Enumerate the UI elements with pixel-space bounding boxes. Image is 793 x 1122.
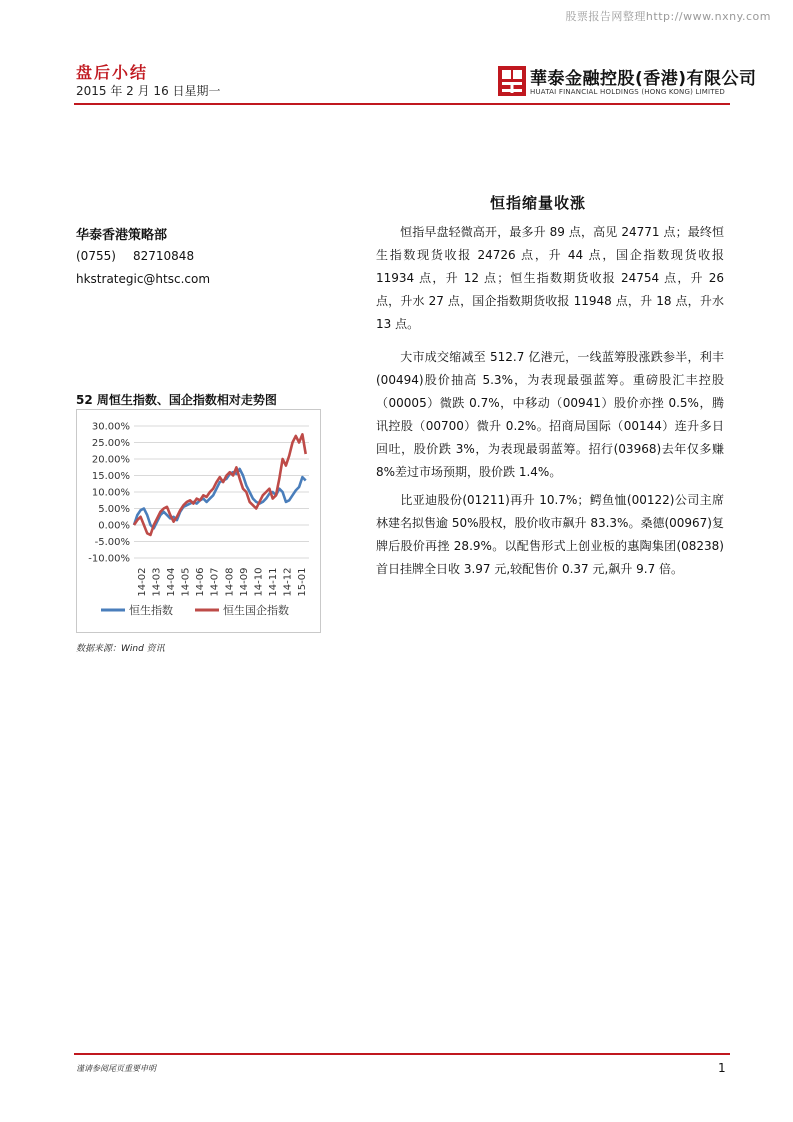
- x-tick-label: 14-11: [268, 567, 280, 597]
- legend-label: 恒生国企指数: [223, 604, 289, 617]
- header-divider: [74, 103, 730, 105]
- article-paragraph: [376, 346, 724, 484]
- x-tick-label: 14-12: [282, 567, 294, 597]
- x-tick-label: 15-01: [297, 567, 309, 597]
- article-title: 恒指缩量收涨: [490, 194, 587, 212]
- y-tick-label: 10.00%: [91, 487, 130, 499]
- x-tick-label: 14-10: [253, 567, 265, 597]
- report-type-title: 盘后小结: [76, 63, 149, 82]
- report-date: 2015 年 2 月 16 日星期一: [76, 84, 221, 98]
- article-paragraph: [376, 489, 724, 581]
- chart-title: 52 周恒生指数、国企指数相对走势图: [76, 393, 277, 407]
- chart-svg: [77, 410, 320, 632]
- x-tick-label: 14-05: [180, 567, 192, 597]
- legend-label: 恒生指数: [129, 604, 173, 617]
- chart-data-source: 数据来源：Wind 资讯: [76, 644, 165, 654]
- company-name-en: HUATAI FINANCIAL HOLDINGS (HONG KONG) LIMITED: [530, 88, 725, 96]
- watermark-text: 股票报告网整理http://www.nxny.com: [565, 10, 771, 23]
- y-tick-label: 15.00%: [91, 471, 130, 482]
- y-tick-label: 5.00%: [98, 504, 130, 515]
- x-tick-label: 14-09: [238, 567, 250, 597]
- disclaimer-note: 谨请参阅尾页重要申明: [76, 1064, 156, 1073]
- paragraph-text: 比亚迪股份(01211)再升 10.7%；鳄鱼恤(00122)公司主席林建名拟售逾 50%股权，股价收市飙升 83.3%。桑德(00967)复牌后股价再挫 28.9%。以配售形式上创业板的惠陶集团(08238)首日挂牌全日收 3.97 元,较配售价 0.37 元,飙升 9.7 倍。: [376, 493, 724, 576]
- x-tick-label: 14-04: [165, 567, 177, 597]
- y-tick-label: 20.00%: [91, 454, 130, 466]
- company-logo: [498, 66, 757, 100]
- x-tick-label: 14-02: [136, 567, 148, 597]
- relative-performance-chart: [76, 409, 321, 633]
- paragraph-text: 恒指早盘轻微高开，最多升 89 点，高见 24771 点；最终恒生指数现货收报 24726 点，升 44 点，国企指数现货收报 11934 点，升 12 点；恒生指数期货收报 24754 点，升 26 点，升水 27 点，国企指数期货收报 11948 点，升 18 点，升水 13 点。: [376, 225, 724, 331]
- x-tick-label: 14-07: [209, 567, 221, 597]
- y-tick-label: -5.00%: [94, 537, 130, 548]
- phone-number: 82710848: [133, 249, 195, 263]
- paragraph-text: 大市成交缩减至 512.7 亿港元，一线蓝筹股涨跌参半，利丰(00494)股价抽高 5.3%，为表现最强蓝筹。重磅股汇丰控股（00005）微跌 0.7%，中移动（00941）股价亦挫 0.5%，腾讯控股（00700）微升 0.2%。招商局国际（00144）连升多日回吐，股价跌 3%，为表现最弱蓝筹。招行(03968)去年仅多赚 8%差过市场预期，股价跌 1.4%。: [376, 350, 724, 479]
- x-tick-label: 14-03: [151, 567, 163, 597]
- contact-phone: [76, 249, 194, 263]
- y-tick-label: 25.00%: [91, 438, 130, 449]
- page-number: 1: [718, 1061, 726, 1075]
- y-tick-label: -10.00%: [88, 553, 130, 565]
- contact-email[interactable]: hkstrategic@htsc.com: [76, 272, 211, 286]
- x-tick-label: 14-08: [224, 567, 236, 597]
- x-tick-label: 14-06: [195, 567, 207, 597]
- y-tick-label: 0.00%: [98, 520, 130, 532]
- huatai-logo-icon: [498, 66, 526, 96]
- article-paragraph: [376, 221, 724, 336]
- footer-divider: [74, 1053, 730, 1055]
- department-name: 华泰香港策略部: [76, 228, 168, 243]
- company-name-cn: 華泰金融控股(香港)有限公司: [530, 69, 757, 89]
- y-tick-label: 30.00%: [91, 421, 130, 433]
- phone-area-code: (0755): [76, 249, 116, 263]
